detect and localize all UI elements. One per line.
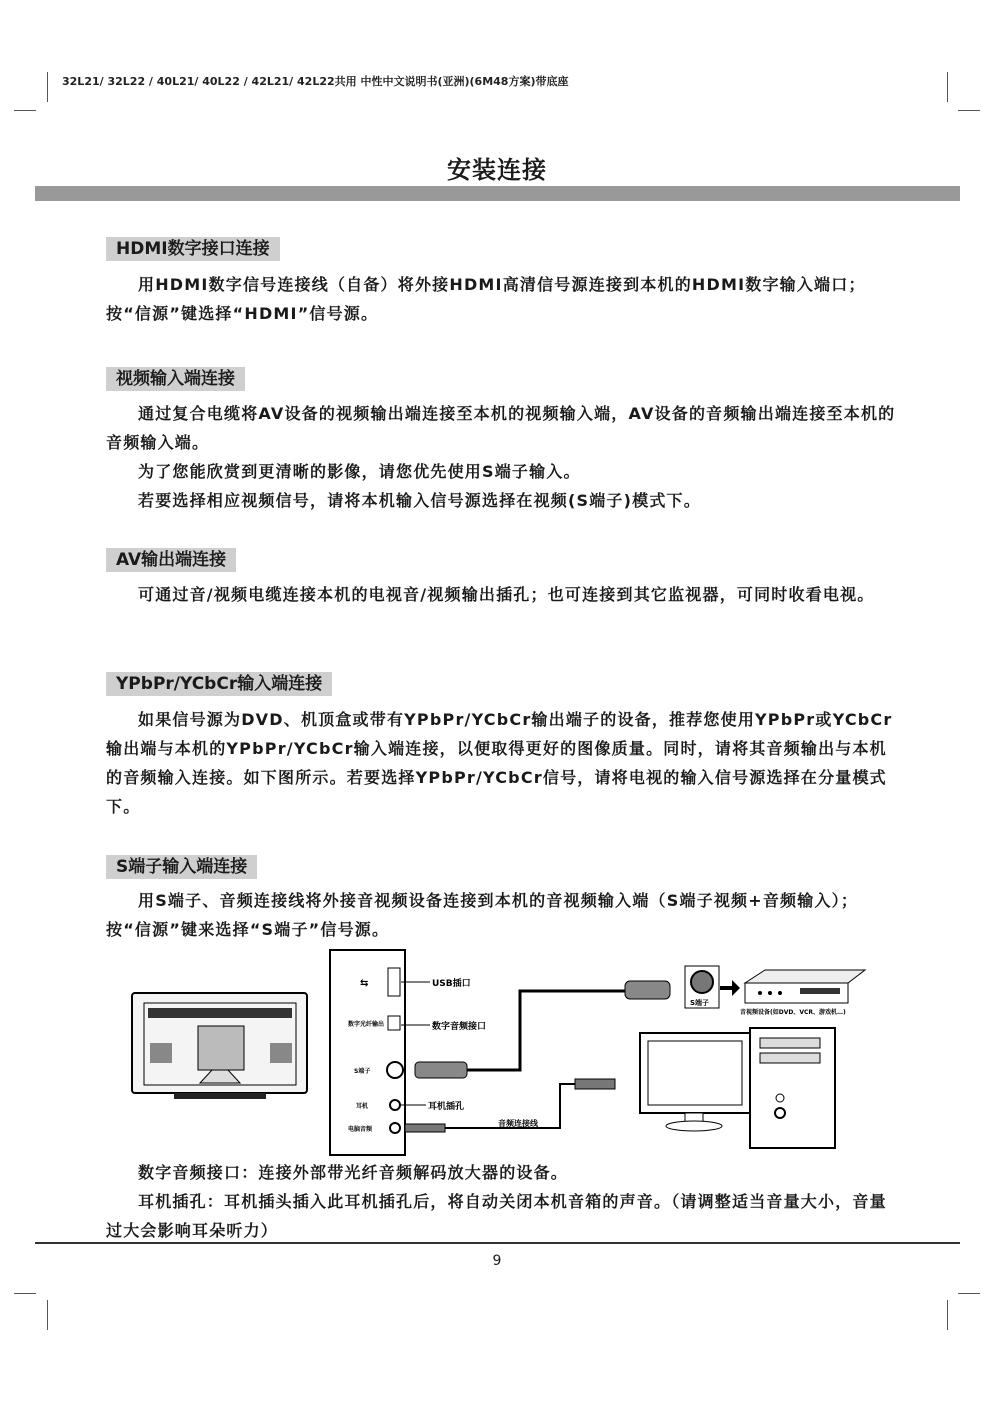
page-title: 安装连接 bbox=[447, 156, 547, 184]
s-terminal-label: S端子 bbox=[690, 999, 710, 1007]
paragraph: 用S端子、音频连接线将外接音视频设备连接到本机的音视频输入端（S端子视频+音频输入）；按“信源”键来选择“S端子”信号源。 bbox=[106, 891, 859, 939]
section-heading-ypbpr: YPbPr/YCbCr输入端连接 bbox=[106, 672, 332, 696]
title-divider-bar bbox=[35, 186, 960, 201]
s-video-plug bbox=[415, 1062, 467, 1078]
section-body-video-input bbox=[106, 399, 896, 515]
note-earphone: 耳机插孔：耳机插头插入此耳机插孔后，将自动关闭本机音箱的声音。（请调整适当音量大小，音量过大会影响耳朵听力） bbox=[106, 1192, 887, 1240]
audio-cable-label: 音频连接线 bbox=[498, 1119, 538, 1128]
section-heading-video-input: 视频输入端连接 bbox=[106, 367, 245, 391]
section-body-av-output bbox=[106, 580, 896, 609]
section-body-hdmi bbox=[106, 270, 896, 328]
crop-mark bbox=[47, 72, 48, 102]
crop-mark bbox=[958, 110, 980, 111]
crop-mark bbox=[947, 72, 948, 102]
audio-plug-far bbox=[575, 1079, 615, 1089]
paragraph: 用HDMI数字信号连接线（自备）将外接HDMI高清信号源连接到本机的HDMI数字输入端口；按“信源”键选择“HDMI”信号源。 bbox=[106, 275, 866, 323]
panel-label-earphone: 耳机 bbox=[356, 1103, 369, 1110]
paragraph: 可通过音/视频电缆连接本机的电视音/视频输出插孔；也可连接到其它监视器，可同时收看电视。 bbox=[138, 585, 875, 604]
paragraph: 通过复合电缆将AV设备的视频输出端连接至本机的视频输入端，AV设备的音频输出端连接至本机的音频输入端。 bbox=[106, 404, 896, 452]
s-video-port-icon bbox=[691, 971, 713, 993]
crop-mark bbox=[958, 1293, 980, 1294]
usb-port-label: USB插口 bbox=[432, 979, 471, 989]
panel-label-pc-audio: 电脑音频 bbox=[348, 1126, 373, 1133]
document-header: 32L21/ 32L22 / 40L21/ 40L22 / 42L21/ 42L22共用 中性中文说明书(亚洲)(6M48方案)带底座 bbox=[62, 75, 569, 88]
crop-mark bbox=[47, 1300, 48, 1330]
section-heading-s-video: S端子输入端连接 bbox=[106, 855, 257, 879]
note-digital-audio: 数字音频接口：连接外部带光纤音频解码放大器的设备。 bbox=[138, 1163, 569, 1182]
tv-back-illustration bbox=[132, 993, 307, 1099]
connection-diagram bbox=[120, 948, 910, 1158]
panel-label-usb-icon: ⇆ bbox=[360, 978, 369, 989]
notes-block bbox=[106, 1158, 896, 1245]
earphone-jack-label: 耳机插孔 bbox=[428, 1102, 465, 1112]
audio-plug bbox=[405, 1124, 445, 1132]
side-connector-panel bbox=[330, 950, 405, 1155]
section-body-s-video bbox=[106, 886, 896, 944]
s-video-plug-far bbox=[625, 981, 670, 999]
paragraph: 如果信号源为DVD、机顶盒或带有YPbPr/YCbCr输出端子的设备，推荐您使用YPbPr或YCbCr输出端与本机的YPbPr/YCbCr输入端连接，以便取得更好的图像质量。同时，请将其音频输出与本机的音频输入连接。如下图所示。若要选择YPbPr/YCbCr信号，请将电视的输入信号源选择在分量模式下。 bbox=[106, 710, 893, 816]
page-number: 9 bbox=[492, 1253, 502, 1269]
section-heading-hdmi: HDMI数字接口连接 bbox=[106, 237, 280, 261]
panel-label-s: S端子 bbox=[354, 1068, 371, 1075]
computer-illustration bbox=[640, 1028, 835, 1148]
paragraph: 为了您能欣赏到更清晰的影像，请您优先使用S端子输入。 bbox=[138, 462, 581, 481]
section-body-ypbpr bbox=[106, 705, 896, 821]
section-heading-av-output: AV输出端连接 bbox=[106, 548, 236, 572]
paragraph: 若要选择相应视频信号，请将本机输入信号源选择在视频(S端子)模式下。 bbox=[138, 491, 701, 510]
crop-mark bbox=[14, 1293, 36, 1294]
crop-mark bbox=[947, 1300, 948, 1330]
av-device-label: 音视频设备(如DVD、VCR、游戏机…) bbox=[740, 1009, 846, 1016]
crop-mark bbox=[14, 110, 36, 111]
digital-audio-port-label: 数字音频接口 bbox=[432, 1022, 487, 1032]
footer-rule bbox=[35, 1242, 960, 1244]
panel-label-optical: 数字光纤输出 bbox=[348, 1021, 385, 1028]
av-device-illustration bbox=[745, 970, 865, 1003]
